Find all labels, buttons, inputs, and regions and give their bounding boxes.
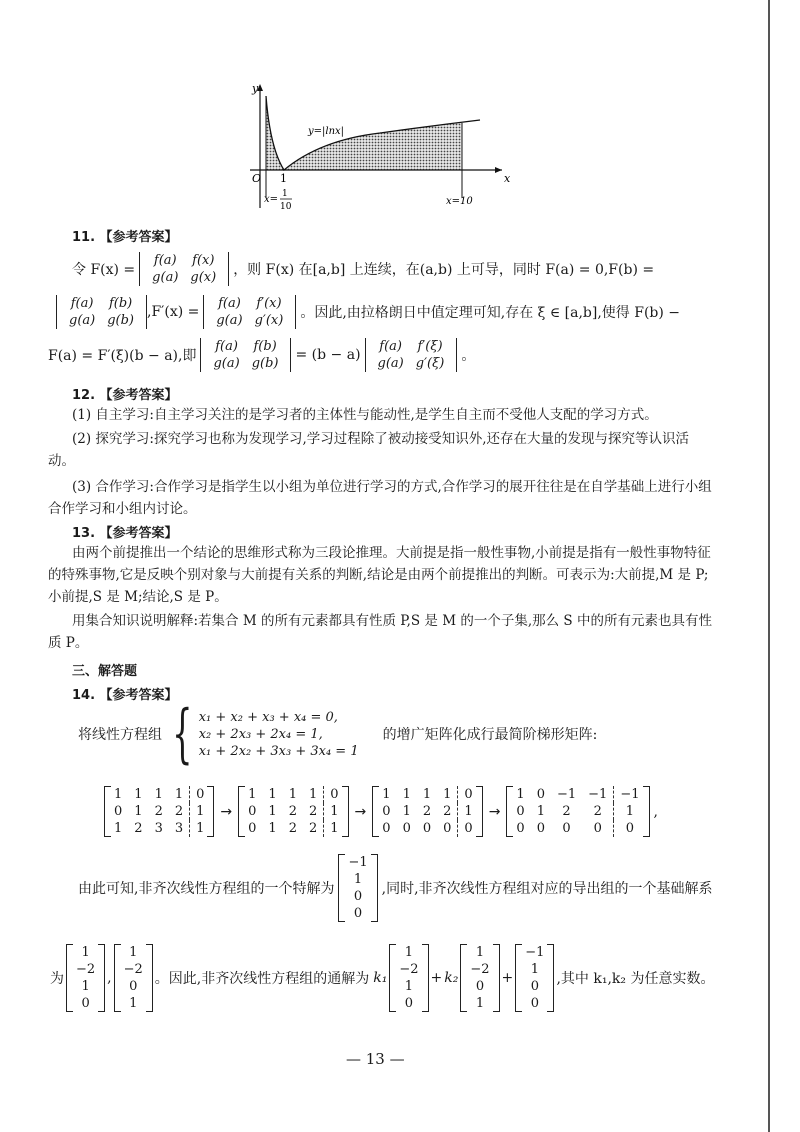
arrow-icon: → xyxy=(220,803,233,820)
det-fa-fb-2: f(a) f(b) g(a) g(b) xyxy=(200,338,291,372)
curve-label: y=|lnx| xyxy=(308,126,345,137)
particular-after: ,同时,非齐次线性方程组对应的导出组的一个基础解系 xyxy=(381,881,713,897)
augmented-matrix-3: 1 1 1 1 0 0 1 2 2 1 0 0 0 0 0 xyxy=(372,786,482,837)
q11-line2 xyxy=(56,295,680,329)
q13-p1: 由两个前提推出一个结论的思维形式称为三段论推理。大前提是指一般性事物,小前提是指有一般性事物特征的特殊事物,它是反映个别对象与大前提有关系的判断,结论是由两个前提推出的判断。可表示为:大前提,M 是 P;小前提,S 是 M;结论,S 是 P。 xyxy=(48,545,711,605)
particular-solution-line xyxy=(78,854,713,922)
basis-comma: , xyxy=(107,970,112,986)
q11-line3 xyxy=(48,338,475,372)
q13-header: 13. 【参考答案】 xyxy=(72,526,178,541)
shaded-region xyxy=(266,96,462,170)
right-bound-label: x=10 xyxy=(446,196,473,207)
augmented-matrix-1: 1 1 1 1 0 0 1 2 2 1 1 2 3 3 1 xyxy=(104,786,214,837)
q11-line1 xyxy=(72,252,654,286)
left-bound-label: x= xyxy=(264,194,279,205)
q11-line1-b: ，则 F(x) 在[a,b] 上连续，在(a,b) 上可导，同时 F(a) = 0,F(b) = xyxy=(233,262,655,278)
q12-p1: (1) 自主学习:自主学习关注的是学习者的主体性与能动性,是学生自主而不受他人支配的学习方式。 xyxy=(72,407,658,423)
q12-p2: (2) 探究学习:探究学习也称为发现学习,学习过程除了被动接受知识外,还存在大量的发现与探究等认识活动。 xyxy=(48,431,690,469)
q11-header: 11. 【参考答案】 xyxy=(72,230,178,245)
det-fa-fpx: f(a) f′(x) g(a) g′(x) xyxy=(203,295,296,329)
q11-line3-b: = (b − a) xyxy=(295,347,361,363)
k1-label: k₁ xyxy=(373,970,388,986)
left-bound-den: 10 xyxy=(280,202,292,212)
y-axis-label: y xyxy=(252,82,259,95)
matrix-trailing-comma: , xyxy=(653,803,658,820)
particular-vector: −1 1 0 0 xyxy=(338,854,377,922)
q12-header: 12. 【参考答案】 xyxy=(72,388,178,403)
section-title: 三、解答题 xyxy=(72,664,138,679)
general-tail: ,其中 k₁,k₂ 为任意实数。 xyxy=(556,971,715,987)
q11-line3-a: F(a) = F′(ξ)(b − a),即 xyxy=(48,348,197,364)
basis-vector-1: 1 −2 1 0 xyxy=(66,944,105,1012)
k2-label: k₂ xyxy=(444,970,459,986)
arrow-icon: → xyxy=(354,803,367,820)
q14-header: 14. 【参考答案】 xyxy=(72,688,178,703)
particular-text: 由此可知,非齐次线性方程组的一个特解为 xyxy=(78,881,335,897)
matrix-reduction xyxy=(104,786,658,837)
q12-p3: (3) 合作学习:合作学习是指学生以小组为单位进行学习的方式,合作学习的展开往往是在自学基础上进行小组合作学习和小组内讨论。 xyxy=(48,479,712,517)
general-solution-line xyxy=(50,944,714,1012)
basis-prefix: 为 xyxy=(50,971,64,987)
left-bound-num: 1 xyxy=(282,189,288,199)
general-particular: −1 1 0 0 xyxy=(515,944,554,1012)
lnx-area-graph xyxy=(230,78,520,218)
q14-system-line xyxy=(78,697,598,771)
det-fa-fx: f(a) f(x) g(a) g(x) xyxy=(139,252,229,286)
equation-3: x₁ + 2x₂ + 3x₃ + 3x₄ = 1 xyxy=(198,743,359,759)
augmented-matrix-2: 1 1 1 1 0 0 1 2 2 1 0 1 2 2 1 xyxy=(238,786,348,837)
q11-line2-b: 。因此,由拉格朗日中值定理可知,存在 ξ ∈ [a,b],使得 F(b) − xyxy=(300,305,681,321)
page-number: — 13 — xyxy=(346,1050,405,1068)
q14-intro: 将线性方程组 xyxy=(78,727,162,743)
page-edge-line xyxy=(768,0,770,1132)
general-text: 。因此,非齐次线性方程组的通解为 xyxy=(154,971,370,987)
det-fa-fpxi: f(a) f′(ξ) g(a) g′(ξ) xyxy=(365,338,458,372)
basis-vector-2: 1 −2 0 1 xyxy=(114,944,153,1012)
equation-2: x₂ + 2x₃ + 2x₄ = 1, xyxy=(198,726,323,742)
system-brace: { xyxy=(172,697,193,771)
q11-line2-a: ,F′(x) = xyxy=(147,304,200,320)
x-axis-label: x xyxy=(504,172,511,185)
q14-after-system: 的增广矩阵化成行最简阶梯形矩阵: xyxy=(382,727,598,743)
plus-1: + xyxy=(430,970,443,986)
augmented-matrix-4: 1 0 −1 −1 −1 0 1 2 2 1 0 0 0 0 0 xyxy=(506,786,649,837)
q11-line3-c: 。 xyxy=(461,348,476,364)
det-fa-fb: f(a) f(b) g(a) g(b) xyxy=(56,295,147,329)
general-basis-2: 1 −2 0 1 xyxy=(460,944,499,1012)
general-basis-1: 1 −2 1 0 xyxy=(389,944,428,1012)
plus-2: + xyxy=(501,970,514,986)
linear-system xyxy=(197,709,361,760)
equation-1: x₁ + x₂ + x₃ + x₄ = 0, xyxy=(198,709,338,725)
tick-one-label: 1 xyxy=(280,172,287,185)
q11-line1-a: 令 F(x) = xyxy=(72,262,136,278)
arrow-icon: → xyxy=(488,803,501,820)
q13-p2: 用集合知识说明解释:若集合 M 的所有元素都具有性质 P,S 是 M 的一个子集,那么 S 中的所有元素也具有性质 P。 xyxy=(48,613,712,651)
origin-label: O xyxy=(252,172,262,185)
